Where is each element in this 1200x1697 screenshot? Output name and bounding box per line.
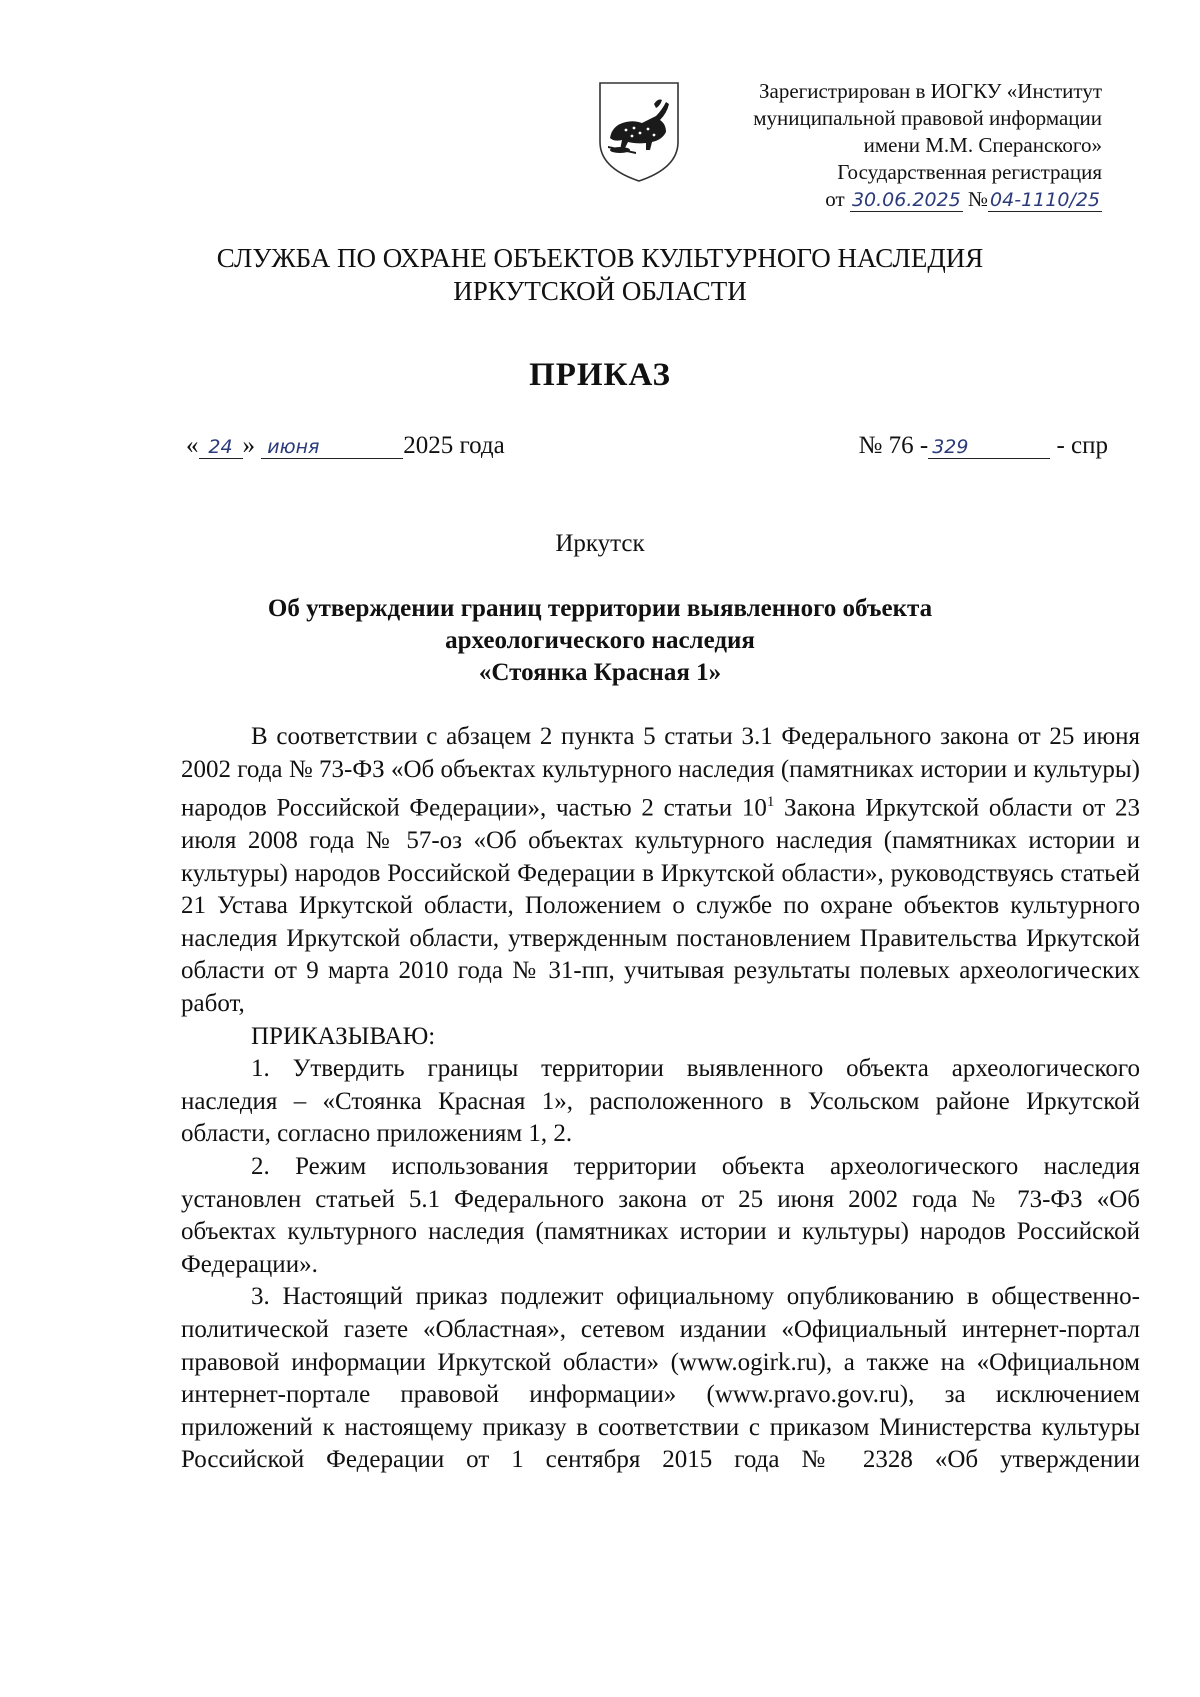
agency-name-line-1: СЛУЖБА ПО ОХРАНЕ ОБЪЕКТОВ КУЛЬТУРНОГО НАСЛЕДИЯ [216, 243, 984, 273]
subject-line-1: Об утверждении границ территории выявленного объекта [267, 595, 933, 622]
order-number-suffix: - спр [1056, 432, 1108, 459]
order-subject [0, 593, 1200, 689]
subject-line-3: «Стоянка Красная 1» [478, 659, 722, 686]
registration-stamp [682, 78, 1102, 214]
order-item-3: 3. Настоящий приказ подлежит официальному опубликованию в общественно-политической газете «Областная», сетевом издании «Официальный интернет-портал правовой информации Иркутской области» (www.ogirk.ru), а также на «Официальном интернет-портале правовой информации» (www.pravo.gov.ru), за исключением приложений к настоящему приказу в соответствии с приказом Министерства культуры Российской Федерации от 1 сентября 2015 года № 2328 «Об утверждении [181, 1283, 1140, 1474]
order-body [181, 721, 1140, 1477]
order-item-1: 1. Утвердить границы территории выявленного объекта археологического наследия – «Стоянка Красная 1», расположенного в Усольском районе Иркутской области, согласно приложениям 1, 2. [181, 1055, 1140, 1148]
registration-date: 30.06.2025 [851, 189, 961, 211]
order-month: июня [261, 436, 403, 459]
registration-line-3: имени М.М. Сперанского» [863, 133, 1102, 157]
order-day-open-quote: « [186, 432, 199, 459]
preamble-text-b: Закона Иркутской области от 23 июля 2008 года № 57-оз «Об объектах культурного наследия (памятниках истории и культуры) народов Российской Федерации в Иркутской области», руководствуясь статьей 21 Устава Иркутской области, Положением о службе по охране объектов культурного наследия Иркутской области, утвержденным постановлением Правительства Иркутской области от 9 марта 2010 года № 31-пп, учитывая результаты полевых археологических работ, [181, 794, 1140, 1018]
agency-name [0, 242, 1200, 308]
order-number-value: 329 [928, 436, 1050, 459]
registration-number-prefix: № [967, 187, 989, 211]
order-word: ПРИКАЗЫВАЮ: [251, 1022, 436, 1050]
order-date [186, 432, 505, 460]
order-year: 2025 года [403, 432, 505, 459]
agency-name-line-2: ИРКУТСКОЙ ОБЛАСТИ [453, 276, 747, 306]
document-type: ПРИКАЗ [529, 357, 671, 393]
registration-date-line [682, 186, 1102, 214]
preamble-superscript: 1 [766, 794, 775, 811]
coat-of-arms-icon [596, 80, 682, 184]
order-day: 24 [199, 436, 243, 459]
order-number [859, 432, 1109, 460]
preamble-text-a: В соответствии с абзацем 2 пункта 5 статьи 3.1 Федерального закона от 25 июня 2002 года № 73-ФЗ «Об объектах культурного наследия (памятниках истории и культуры) народов Российской Федерации», частью 2 статьи 10 [181, 723, 1140, 822]
order-number-prefix: № 76 - [858, 432, 929, 459]
preamble-paragraph [181, 721, 1140, 1021]
city: Иркутск [555, 530, 645, 557]
subject-line-2: археологического наследия [445, 627, 755, 654]
order-item-2: 2. Режим использования территории объекта археологического наследия установлен статьей 5.1 Федерального закона от 25 июня 2002 года № 73-ФЗ «Об объектах культурного наследия (памятниках истории и культуры) народов Российской Федерации». [181, 1153, 1140, 1278]
registration-line-4: Государственная регистрация [837, 160, 1102, 184]
registration-line-1: Зарегистрирован в ИОГКУ «Институт [758, 79, 1102, 103]
registration-date-prefix: от [825, 187, 845, 211]
registration-line-2: муниципальной правовой информации [753, 106, 1102, 130]
registration-number: 04-1110/25 [990, 189, 1100, 211]
order-day-close-quote: » [242, 432, 255, 459]
